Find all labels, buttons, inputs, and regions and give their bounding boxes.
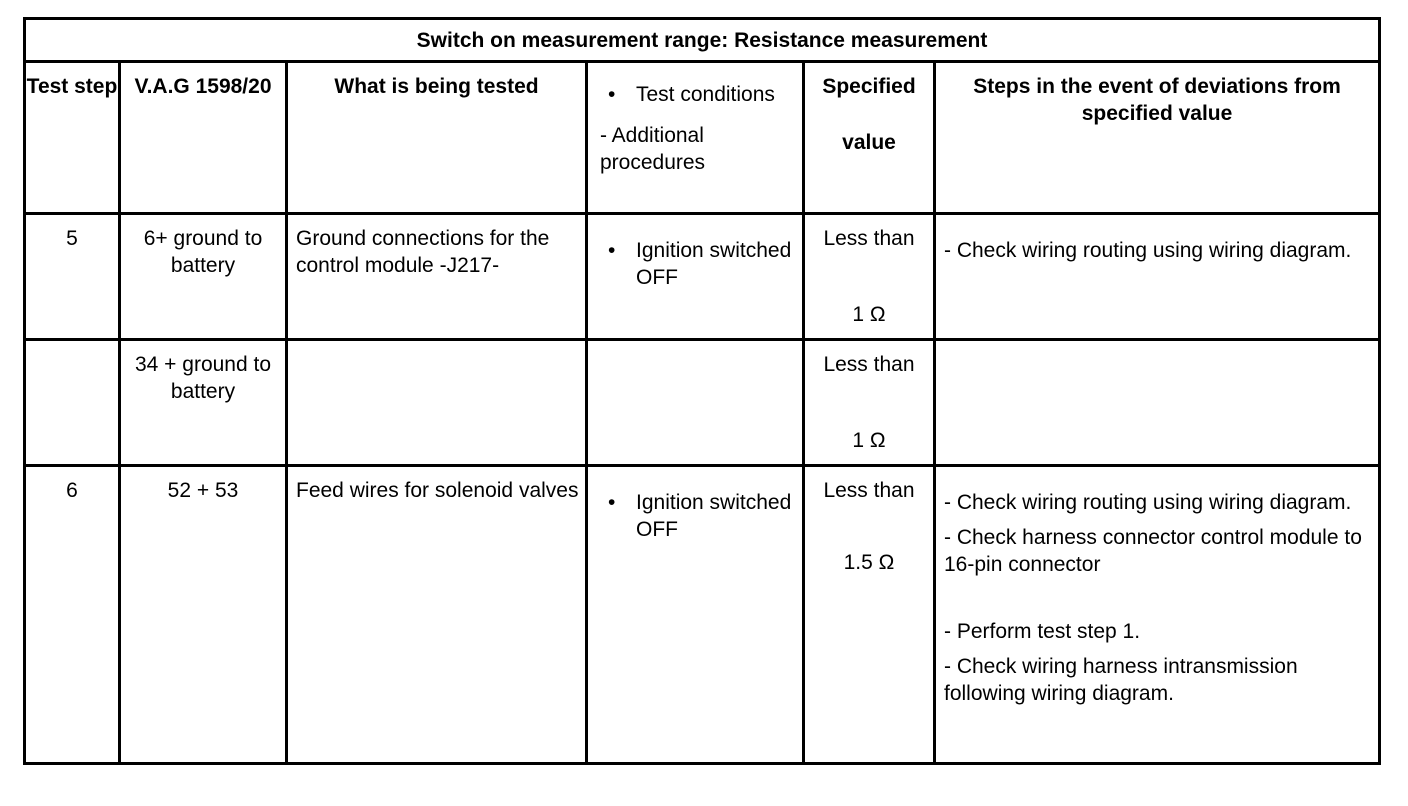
- cell-steps: [935, 340, 1380, 466]
- cell-spec: Less than 1 Ω: [804, 214, 935, 340]
- step-item: - Check harness connector control module to 16-pin connector: [944, 526, 1362, 576]
- cell-what-tested: [287, 340, 587, 466]
- header-row: [25, 62, 1380, 214]
- cell-test-step: 5: [25, 214, 120, 340]
- bullet-icon: •: [608, 491, 616, 514]
- cell-vag: 52 + 53: [120, 466, 287, 764]
- table-row: [25, 466, 1380, 764]
- cell-steps: [935, 466, 1380, 764]
- header-conditions: [587, 62, 804, 214]
- header-additional-procedures: - Additional procedures: [600, 124, 706, 174]
- step-item: - Perform test step 1.: [944, 620, 1141, 643]
- step-item: - Check wiring routing using wiring diagram.: [944, 491, 1352, 514]
- bullet-icon: •: [608, 83, 616, 106]
- cell-test-step: 6: [25, 466, 120, 764]
- table-row: [25, 214, 1380, 340]
- cell-spec: Less than 1.5 Ω: [804, 466, 935, 764]
- bullet-icon: •: [608, 239, 616, 262]
- table-title: Switch on measurement range: Resistance measurement: [25, 19, 1380, 62]
- cell-condition: • Ignition switched OFF: [587, 466, 804, 764]
- header-test-step: Test step: [25, 62, 120, 214]
- cell-vag: 6+ ground to battery: [120, 214, 287, 340]
- cell-condition: • Ignition switched OFF: [587, 214, 804, 340]
- cell-test-step: [25, 340, 120, 466]
- cell-what-tested: Feed wires for solenoid valves: [287, 466, 587, 764]
- cell-condition: [587, 340, 804, 466]
- cell-steps: - Check wiring routing using wiring diagram.: [935, 214, 1380, 340]
- resistance-test-table: [23, 17, 1381, 765]
- header-steps: Steps in the event of deviations from specified value: [935, 62, 1380, 214]
- header-what-tested: What is being tested: [287, 62, 587, 214]
- cell-what-tested: Ground connections for the control module -J217-: [287, 214, 587, 340]
- header-specified-value: Specified value: [804, 62, 935, 214]
- header-test-conditions: • Test conditions: [608, 83, 775, 106]
- header-vag: V.A.G 1598/20: [120, 62, 287, 214]
- cell-vag: 34 + ground to battery: [120, 340, 287, 466]
- cell-spec: Less than 1 Ω: [804, 340, 935, 466]
- table-row: [25, 340, 1380, 466]
- step-item: - Check wiring harness intransmission following wiring diagram.: [944, 655, 1298, 705]
